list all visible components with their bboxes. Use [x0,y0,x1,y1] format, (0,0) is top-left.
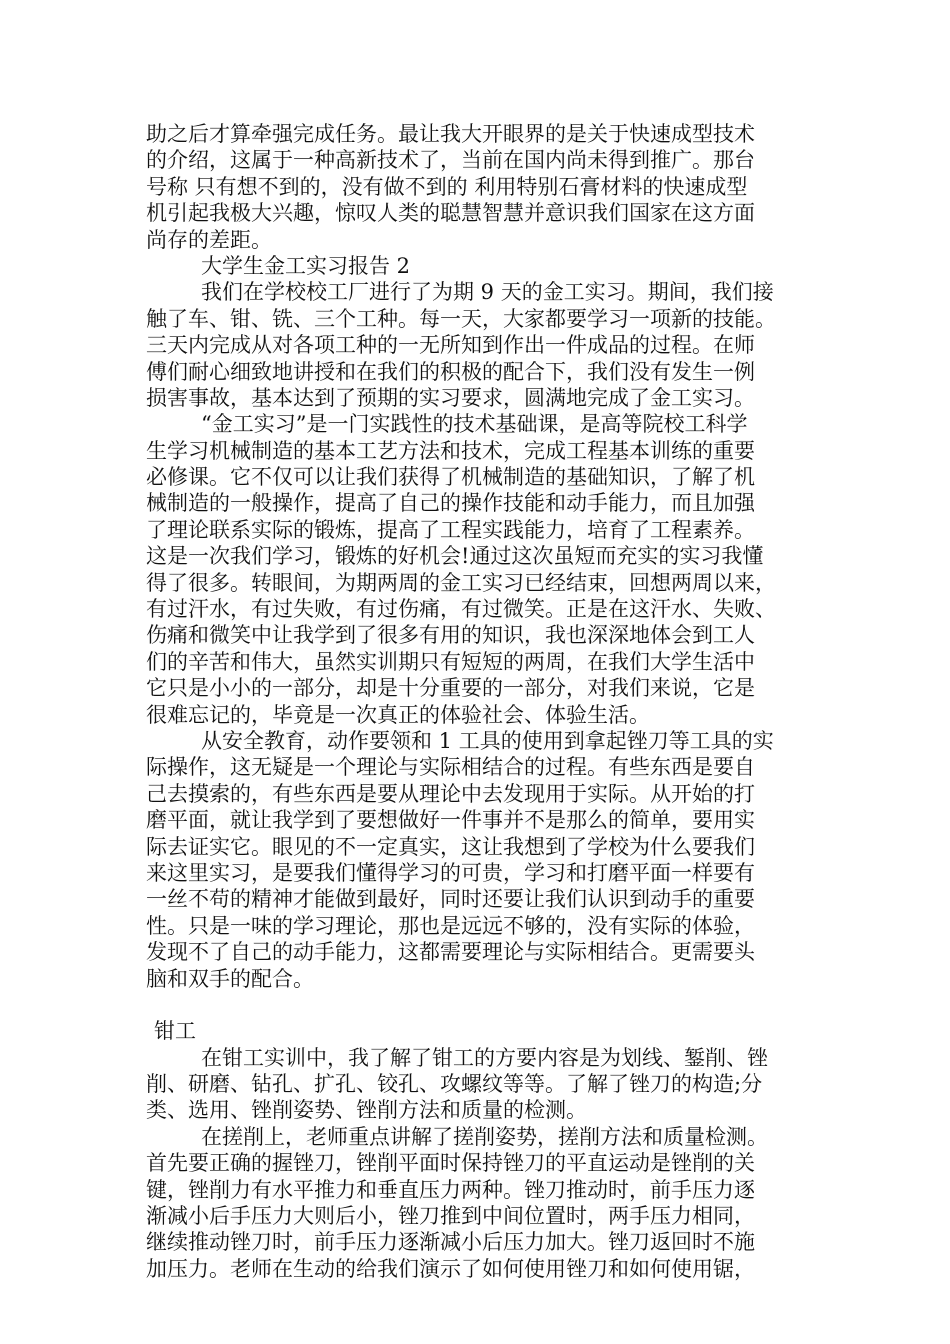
text-line: 得了很多。转眼间，为期两周的金工实习已经结束，回想两周以来， [146,570,776,595]
text-line: 伤痛和微笑中让我学到了很多有用的知识，我也深深地体会到工人 [146,623,755,648]
text-line: 首先要正确的握锉刀，锉削平面时保持锉刀的平直运动是锉削的关 [146,1151,755,1176]
text-line: 尚存的差距。 [146,227,272,252]
text-line: 们的辛苦和伟大，虽然实训期只有短短的两周，在我们大学生活中 [146,649,755,674]
text-line: 械制造的一般操作，提高了自己的操作技能和动手能力，而且加强 [146,491,755,516]
report-heading: 大学生金工实习报告 2 [201,253,411,278]
text-line: 有过汗水，有过失败，有过伤痛，有过微笑。正是在这汗水、失败、 [146,597,776,622]
text-line: 助之后才算牵强完成任务。最让我大开眼界的是关于快速成型技术 [146,122,755,146]
text-line: 发现不了自己的动手能力，这都需要理论与实际相结合。更需要头 [146,940,755,965]
text-line: 它只是小小的一部分，却是十分重要的一部分，对我们来说，它是 [146,676,755,701]
text-line: 一丝不苟的精神才能做到最好，同时还要让我们认识到动手的重要 [146,887,755,912]
section-heading: 钳工 [154,1019,196,1044]
text-line: 来这里实习，是要我们懂得学习的可贵，学习和打磨平面一样要有 [146,860,755,885]
text-line: 脑和双手的配合。 [146,966,314,991]
text-line: 很难忘记的，毕竟是一次真正的体验社会、体验生活。 [146,702,650,727]
text-line: 我们在学校校工厂进行了为期 9 天的金工实习。期间，我们接 [201,280,774,305]
text-line: 损害事故，基本达到了预期的实习要求，圆满地完成了金工实习。 [146,385,755,410]
text-line: 从安全教育，动作要领和 1 工具的使用到拿起锉刀等工具的实 [201,728,774,753]
text-line: 触了车、钳、铣、三个工种。每一天，大家都要学习一项新的技能。 [146,306,776,331]
text-line: 渐减小后手压力大则后小，锉刀推到中间位置时，两手压力相同， [146,1204,755,1229]
text-line: 了理论联系实际的锻炼，提高了工程实践能力，培育了工程素养。 [146,517,755,542]
text-line: 性。只是一味的学习理论，那也是远远不够的，没有实际的体验， [146,913,755,938]
text-line: 在钳工实训中，我了解了钳工的方要内容是为划线、錾削、锉 [201,1045,768,1070]
paragraph-gap [146,992,810,1018]
text-line: 的介绍，这属于一种高新技术了，当前在国内尚未得到推广。那台 [146,148,755,173]
text-line: 己去摸索的，有些东西是要从理论中去发现用于实际。从开始的打 [146,781,755,806]
text-line: 削、研磨、钻孔、扩孔、铰孔、攻螺纹等等。了解了锉刀的构造;分 [146,1072,763,1097]
text-line: “金工实习”是一门实践性的技术基础课，是高等院校工科学 [201,412,748,437]
text-line: 三天内完成从对各项工种的一无所知到作出一件成品的过程。在师 [146,333,755,358]
text-line: 键，锉削力有水平推力和垂直压力两种。锉刀推动时，前手压力逐 [146,1177,755,1202]
text-line: 号称 只有想不到的，没有做不到的 利用特别石膏材料的快速成型 [146,174,748,199]
text-line: 傅们耐心细致地讲授和在我们的积极的配合下，我们没有发生一例 [146,359,755,384]
text-line: 磨平面，就让我学到了要想做好一件事并不是那么的简单，要用实 [146,808,755,833]
text-line: 类、选用、锉削姿势、锉削方法和质量的检测。 [146,1098,587,1123]
text-line: 继续推动锉刀时，前手压力逐渐减小后压力加大。锉刀返回时不施 [146,1230,755,1255]
text-line: 加压力。老师在生动的给我们演示了如何使用锉刀和如何使用锯， [146,1256,755,1281]
text-line: 在搓削上，老师重点讲解了搓削姿势，搓削方法和质量检测。 [201,1124,768,1149]
text-line: 必修课。它不仅可以让我们获得了机械制造的基础知识，了解了机 [146,465,755,490]
text-line: 这是一次我们学习，锻炼的好机会!通过这次虽短而充实的实习我懂 [146,544,764,569]
text-line: 际去证实它。眼见的不一定真实，这让我想到了学校为什么要我们 [146,834,755,859]
text-line: 生学习机械制造的基本工艺方法和技术，完成工程基本训练的重要 [146,438,755,463]
document-body [146,121,810,1282]
text-line: 机引起我极大兴趣，惊叹人类的聪慧智慧并意识我们国家在这方面 [146,201,755,226]
text-line: 际操作，这无疑是一个理论与实际相结合的过程。有些东西是要自 [146,755,755,780]
